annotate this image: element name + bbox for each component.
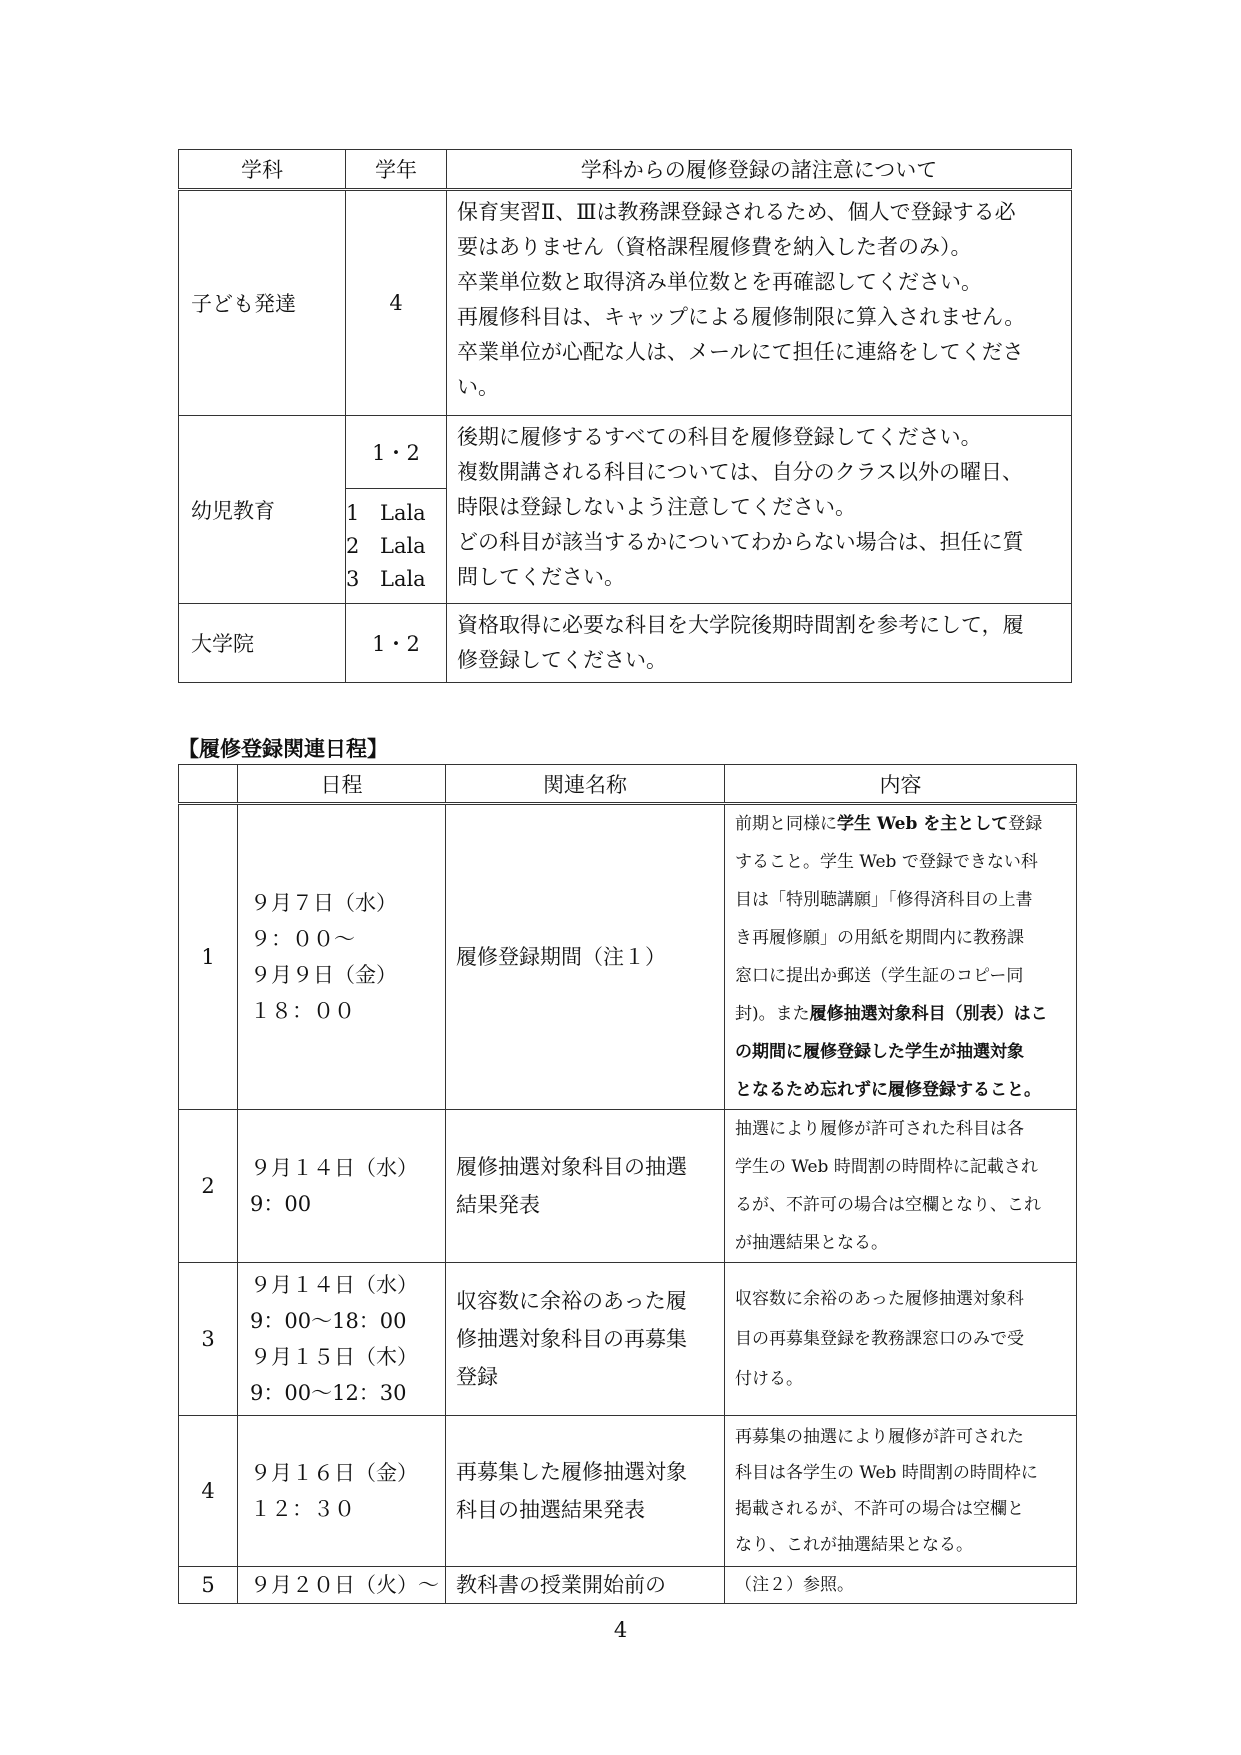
note-line: 複数開講される科目については、自分のクラス以外の曜日、	[457, 460, 1023, 484]
header-notes: 学科からの履修登録の諸注意について	[447, 150, 1072, 190]
content-line: 目の再募集登録を教務課窓口のみで受	[735, 1329, 1024, 1349]
row-name	[446, 1416, 725, 1567]
row-number: 4	[179, 1416, 238, 1567]
row-date	[238, 1416, 446, 1567]
header-no	[179, 765, 238, 804]
content-bold: 学生 Web を主として	[837, 814, 1009, 834]
content-text: 封)。また	[735, 1004, 810, 1024]
schedule-row-5	[179, 1567, 1077, 1604]
date-line: 9：00～18：00	[250, 1309, 407, 1333]
registration-notes-table	[178, 149, 1072, 683]
content-bold: 履修抽選対象科目（別表）はこ	[809, 1004, 1048, 1024]
row-content	[725, 1110, 1077, 1263]
year-daigakuin: 1・2	[346, 604, 447, 683]
date-line: ９月７日（水）	[250, 891, 397, 915]
row-date	[238, 1567, 446, 1604]
date-line: １２：３０	[250, 1497, 355, 1521]
page-number: 4	[613, 1618, 628, 1642]
name-line: 再募集した履修抽選対象	[456, 1460, 687, 1484]
name-line: 科目の抽選結果発表	[456, 1498, 645, 1522]
name-line: 履修抽選対象科目の抽選	[456, 1155, 687, 1179]
note-line: どの科目が該当するかについてわからない場合は、担任に質	[457, 530, 1024, 554]
name-line: 収容数に余裕のあった履	[456, 1289, 687, 1313]
lala-label: Lala	[380, 566, 426, 591]
row-daigakuin	[179, 604, 1072, 683]
row-number: 1	[179, 804, 238, 1110]
note-line: い。	[457, 375, 499, 399]
date-line: 9：00～12：30	[250, 1381, 407, 1405]
row-content	[725, 1416, 1077, 1567]
content-line: るが、不許可の場合は空欄となり、これ	[735, 1195, 1041, 1215]
note-line: 問してください。	[457, 565, 625, 589]
row-name	[446, 1263, 725, 1416]
note-line: 再履修科目は、キャップによる履修制限に算入されません。	[457, 305, 1026, 329]
content-line	[735, 995, 1070, 1033]
date-line: ９：００～	[250, 927, 355, 951]
row-youji-a	[179, 416, 1072, 489]
note-line: 要はありません（資格課程履修費を納入した者のみ）。	[457, 235, 972, 259]
row-content	[725, 1567, 1077, 1604]
notes-kodomo	[447, 190, 1072, 416]
dept-daigakuin: 大学院	[179, 604, 346, 683]
date-line: ９月１４日（水）	[250, 1156, 418, 1180]
content-line: 収容数に余裕のあった履修抽選対象科	[735, 1289, 1024, 1309]
year-youji-a: 1・2	[346, 416, 447, 489]
lala-line	[346, 497, 446, 530]
row-number: 3	[179, 1263, 238, 1416]
note-line: 後期に履修するすべての科目を履修登録してください。	[457, 425, 982, 449]
header-content: 内容	[725, 765, 1077, 804]
schedule-table-header	[179, 765, 1077, 804]
schedule-row-1	[179, 804, 1077, 1110]
date-line: ９月２０日（火）～	[250, 1573, 439, 1597]
notes-table-header	[179, 150, 1072, 190]
name-line: 教科書の授業開始前の	[456, 1573, 666, 1597]
content-line: 学生の Web 時間割の時間枠に記載され	[735, 1157, 1038, 1177]
content-line: の期間に履修登録した学生が抽選対象	[735, 1042, 1024, 1062]
name-line: 修抽選対象科目の再募集	[456, 1327, 687, 1351]
row-number: 2	[179, 1110, 238, 1263]
row-date	[238, 804, 446, 1110]
content-line: 再募集の抽選により履修が許可された	[735, 1427, 1024, 1447]
header-year: 学年	[346, 150, 447, 190]
row-content	[725, 804, 1077, 1110]
date-line: 9：00	[250, 1192, 312, 1216]
schedule-row-3	[179, 1263, 1077, 1416]
notes-daigakuin	[447, 604, 1072, 683]
note-line: 資格取得に必要な科目を大学院後期時間割を参考にして，履	[457, 613, 1024, 637]
content-line: が抽選結果となる。	[735, 1233, 888, 1253]
content-line: 窓口に提出か郵送（学生証のコピー同	[735, 966, 1024, 986]
content-line: なり、これが抽選結果となる。	[735, 1535, 973, 1555]
note-line: 保育実習Ⅱ、Ⅲは教務課登録されるため、個人で登録する必	[457, 200, 1016, 224]
content-line: 抽選により履修が許可された科目は各	[735, 1119, 1024, 1139]
content-line: 目は「特別聴講願」「修得済科目の上書	[735, 890, 1033, 910]
header-name: 関連名称	[446, 765, 725, 804]
year-kodomo: 4	[346, 190, 447, 416]
schedule-table	[178, 764, 1077, 1604]
schedule-row-2	[179, 1110, 1077, 1263]
note-line: 卒業単位数と取得済み単位数とを再確認してください。	[457, 270, 982, 294]
content-line: 掲載されるが、不許可の場合は空欄と	[735, 1499, 1024, 1519]
content-line: すること。学生 Web で登録できない科	[735, 852, 1038, 872]
note-line: 修登録してください。	[457, 648, 667, 672]
content-text: 登録	[1008, 814, 1043, 834]
date-line: １８：００	[250, 999, 355, 1023]
header-dept: 学科	[179, 150, 346, 190]
lala-label: Lala	[380, 500, 426, 525]
name-line: 登録	[456, 1365, 498, 1389]
row-name	[446, 804, 725, 1110]
content-line: 付ける。	[735, 1369, 803, 1389]
row-number: 5	[179, 1567, 238, 1604]
row-date	[238, 1263, 446, 1416]
content-line: （注２）参照。	[735, 1575, 854, 1595]
row-content	[725, 1263, 1077, 1416]
lala-line	[346, 530, 446, 563]
content-line: となるため忘れずに履修登録すること。	[735, 1080, 1041, 1100]
date-line: ９月１４日（水）	[250, 1273, 418, 1297]
schedule-row-4	[179, 1416, 1077, 1567]
schedule-section-title: 【履修登録関連日程】	[178, 737, 388, 761]
lala-label: Lala	[380, 533, 426, 558]
dept-kodomo: 子ども発達	[179, 190, 346, 416]
notes-youji	[447, 416, 1072, 604]
content-text: 前期と同様に	[735, 814, 837, 834]
header-date: 日程	[238, 765, 446, 804]
lala-num: 2	[346, 533, 360, 558]
name-line: 履修登録期間（注１）	[456, 945, 666, 969]
dept-youji: 幼児教育	[179, 416, 346, 604]
date-line: ９月１６日（金）	[250, 1461, 418, 1485]
name-line: 結果発表	[456, 1193, 540, 1217]
row-name	[446, 1567, 725, 1604]
lala-num: 1	[346, 500, 360, 525]
note-line: 時限は登録しないよう注意してください。	[457, 495, 856, 519]
row-kodomo	[179, 190, 1072, 416]
row-name	[446, 1110, 725, 1263]
content-line: き再履修願」の用紙を期間内に教務課	[735, 928, 1024, 948]
row-date	[238, 1110, 446, 1263]
date-line: ９月９日（金）	[250, 963, 397, 987]
lala-line	[346, 563, 446, 596]
content-line: 科目は各学生の Web 時間割の時間枠に	[735, 1463, 1038, 1483]
lala-num: 3	[346, 566, 360, 591]
year-youji-lala	[346, 489, 447, 604]
note-line: 卒業単位が心配な人は、メールにて担任に連絡をしてくださ	[457, 340, 1024, 364]
date-line: ９月１５日（木）	[250, 1345, 418, 1369]
content-line	[735, 805, 1070, 843]
